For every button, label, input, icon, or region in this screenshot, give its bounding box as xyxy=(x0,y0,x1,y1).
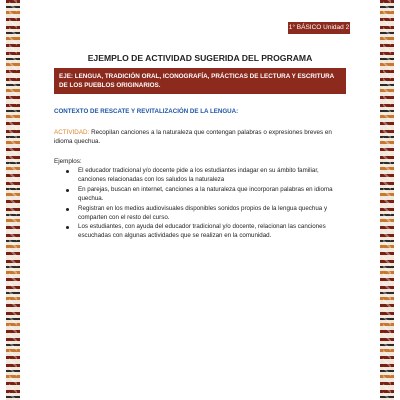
example-item xyxy=(54,205,346,223)
bullet-icon xyxy=(66,226,69,229)
example-text: Los estudiantes, con ayuda del educador tradicional y/o docente, relacionan las canciones escuchadas con algunas actividades que se realizan en la comunidad. xyxy=(78,223,326,240)
page-title: EJEMPLO DE ACTIVIDAD SUGERIDA DEL PROGRAMA xyxy=(87,53,313,63)
bullet-icon xyxy=(66,208,69,211)
unit-badge: 1° BÁSICO Unidad 2 xyxy=(288,22,350,34)
example-item xyxy=(54,223,346,241)
context-heading: CONTEXTO DE RESCATE Y REVITALIZACIÓN DE LA LENGUA: xyxy=(54,108,239,115)
example-item xyxy=(54,167,346,185)
bullet-icon xyxy=(66,189,69,192)
activity-description: Recopilan canciones a la naturaleza que contengan palabras o expresiones breves en idioma quechua. xyxy=(54,129,332,146)
example-text: En parejas, buscan en internet, canciones a la naturaleza que incorporan palabras en idioma quechua. xyxy=(78,185,333,202)
axis-banner: EJE: LENGUA, TRADICIÓN ORAL, ICONOGRAFÍA, PRÁCTICAS DE LECTURA Y ESCRITURA DE LOS PUEBLOS ORIGINARIOS. xyxy=(54,68,346,94)
example-text: Registran en los medios audiovisuales disponibles sonidos propios de la lengua quechua y comparten con el resto del curso. xyxy=(78,204,328,221)
bullet-icon xyxy=(66,170,69,173)
activity-paragraph xyxy=(54,128,346,146)
example-item xyxy=(54,186,346,204)
examples-label: Ejemplos: xyxy=(54,158,82,165)
activity-label: ACTIVIDAD: xyxy=(54,129,90,136)
example-text: El educador tradicional y/o docente pide a los estudiantes indagar en su ámbito familiar, canciones relacionadas con los saludos la naturaleza xyxy=(78,167,319,183)
examples-list xyxy=(54,167,346,242)
